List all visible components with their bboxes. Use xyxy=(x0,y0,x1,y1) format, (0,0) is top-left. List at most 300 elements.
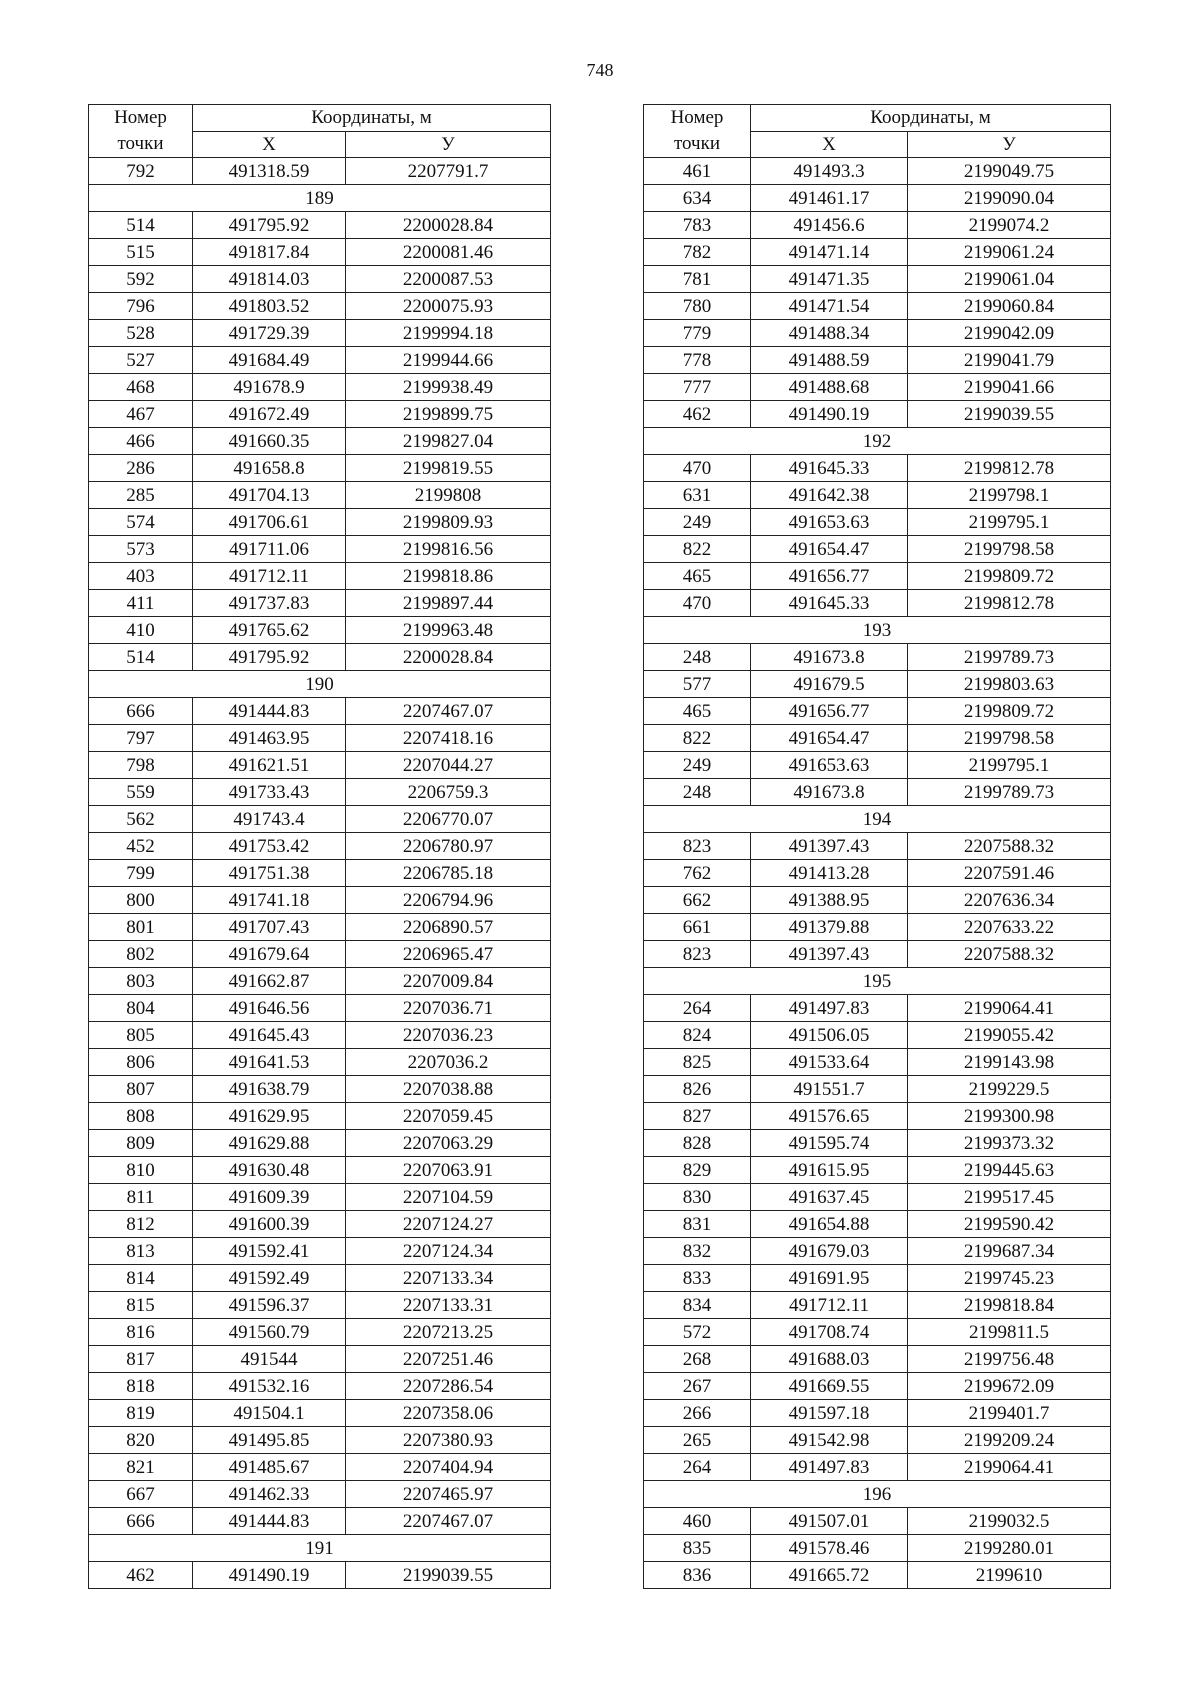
x-coordinate-cell: 491803.52 xyxy=(193,293,346,320)
x-coordinate-cell: 491471.35 xyxy=(751,266,908,293)
y-coordinate-cell: 2206794.96 xyxy=(346,887,551,914)
point-number-cell: 822 xyxy=(644,536,751,563)
x-coordinate-cell: 491656.77 xyxy=(751,698,908,725)
coordinates-table-right xyxy=(643,104,1111,1589)
table-row xyxy=(644,536,1111,563)
x-coordinate-cell: 491678.9 xyxy=(193,374,346,401)
point-number-cell: 814 xyxy=(89,1265,193,1292)
point-number-cell: 817 xyxy=(89,1346,193,1373)
x-coordinate-cell: 491708.74 xyxy=(751,1319,908,1346)
y-coordinate-cell: 2199300.98 xyxy=(908,1103,1111,1130)
x-coordinate-cell: 491490.19 xyxy=(751,401,908,428)
x-coordinate-cell: 491544 xyxy=(193,1346,346,1373)
y-coordinate-cell: 2199672.09 xyxy=(908,1373,1111,1400)
x-coordinate-cell: 491597.18 xyxy=(751,1400,908,1427)
group-number: 195 xyxy=(644,968,1111,995)
point-number-cell: 831 xyxy=(644,1211,751,1238)
x-coordinate-cell: 491379.88 xyxy=(751,914,908,941)
point-number-cell: 796 xyxy=(89,293,193,320)
header-coordinates: Координаты, м xyxy=(193,105,551,132)
point-number-cell: 466 xyxy=(89,428,193,455)
y-coordinate-cell: 2199789.73 xyxy=(908,779,1111,806)
y-coordinate-cell: 2199061.24 xyxy=(908,239,1111,266)
table-row xyxy=(89,455,551,482)
point-number-cell: 799 xyxy=(89,860,193,887)
x-coordinate-cell: 491795.92 xyxy=(193,212,346,239)
page-number: 748 xyxy=(586,60,614,80)
table-row xyxy=(89,887,551,914)
y-coordinate-cell: 2199039.55 xyxy=(908,401,1111,428)
point-number-cell: 527 xyxy=(89,347,193,374)
table-row xyxy=(644,590,1111,617)
x-coordinate-cell: 491578.46 xyxy=(751,1535,908,1562)
header-coordinates: Координаты, м xyxy=(751,105,1111,132)
x-coordinate-cell: 491665.72 xyxy=(751,1562,908,1589)
x-coordinate-cell: 491560.79 xyxy=(193,1319,346,1346)
point-number-cell: 804 xyxy=(89,995,193,1022)
y-coordinate-cell: 2200028.84 xyxy=(346,644,551,671)
y-coordinate-cell: 2199798.58 xyxy=(908,536,1111,563)
point-number-cell: 460 xyxy=(644,1508,751,1535)
point-number-cell: 812 xyxy=(89,1211,193,1238)
point-number-cell: 803 xyxy=(89,968,193,995)
table-row xyxy=(644,1508,1111,1535)
table-row xyxy=(89,725,551,752)
table-row xyxy=(644,320,1111,347)
y-coordinate-cell: 2207104.59 xyxy=(346,1184,551,1211)
group-number: 194 xyxy=(644,806,1111,833)
table-row xyxy=(644,887,1111,914)
x-coordinate-cell: 491592.41 xyxy=(193,1238,346,1265)
x-coordinate-cell: 491495.85 xyxy=(193,1427,346,1454)
point-number-cell: 574 xyxy=(89,509,193,536)
y-coordinate-cell: 2207251.46 xyxy=(346,1346,551,1373)
group-row xyxy=(644,806,1111,833)
y-coordinate-cell: 2199143.98 xyxy=(908,1049,1111,1076)
point-number-cell: 592 xyxy=(89,266,193,293)
point-number-cell: 818 xyxy=(89,1373,193,1400)
group-row xyxy=(89,1535,551,1562)
x-coordinate-cell: 491497.83 xyxy=(751,1454,908,1481)
y-coordinate-cell: 2199938.49 xyxy=(346,374,551,401)
x-coordinate-cell: 491609.39 xyxy=(193,1184,346,1211)
table-row xyxy=(89,752,551,779)
table-row xyxy=(644,1049,1111,1076)
x-coordinate-cell: 491658.8 xyxy=(193,455,346,482)
y-coordinate-cell: 2199812.78 xyxy=(908,590,1111,617)
x-coordinate-cell: 491660.35 xyxy=(193,428,346,455)
table-row xyxy=(644,1319,1111,1346)
table-row xyxy=(644,860,1111,887)
point-number-cell: 461 xyxy=(644,158,751,185)
y-coordinate-cell: 2207063.91 xyxy=(346,1157,551,1184)
y-coordinate-cell: 2207791.7 xyxy=(346,158,551,185)
point-number-cell: 781 xyxy=(644,266,751,293)
point-number-cell: 515 xyxy=(89,239,193,266)
point-number-cell: 666 xyxy=(89,1508,193,1535)
point-number-cell: 826 xyxy=(644,1076,751,1103)
x-coordinate-cell: 491751.38 xyxy=(193,860,346,887)
table-row xyxy=(644,1238,1111,1265)
point-number-cell: 825 xyxy=(644,1049,751,1076)
table-row xyxy=(644,1130,1111,1157)
point-number-cell: 798 xyxy=(89,752,193,779)
y-coordinate-cell: 2206770.07 xyxy=(346,806,551,833)
table-row xyxy=(89,536,551,563)
y-coordinate-cell: 2199590.42 xyxy=(908,1211,1111,1238)
table-row xyxy=(644,374,1111,401)
x-coordinate-cell: 491397.43 xyxy=(751,941,908,968)
x-coordinate-cell: 491795.92 xyxy=(193,644,346,671)
point-number-cell: 661 xyxy=(644,914,751,941)
y-coordinate-cell: 2207036.23 xyxy=(346,1022,551,1049)
y-coordinate-cell: 2207633.22 xyxy=(908,914,1111,941)
point-number-cell: 801 xyxy=(89,914,193,941)
x-coordinate-cell: 491673.8 xyxy=(751,644,908,671)
table-row xyxy=(644,671,1111,698)
y-coordinate-cell: 2207358.06 xyxy=(346,1400,551,1427)
table-row xyxy=(89,1211,551,1238)
x-coordinate-cell: 491691.95 xyxy=(751,1265,908,1292)
y-coordinate-cell: 2199756.48 xyxy=(908,1346,1111,1373)
x-coordinate-cell: 491814.03 xyxy=(193,266,346,293)
table-row xyxy=(89,1103,551,1130)
y-coordinate-cell: 2207036.2 xyxy=(346,1049,551,1076)
x-coordinate-cell: 491621.51 xyxy=(193,752,346,779)
point-number-cell: 562 xyxy=(89,806,193,833)
y-coordinate-cell: 2207124.27 xyxy=(346,1211,551,1238)
y-coordinate-cell: 2199209.24 xyxy=(908,1427,1111,1454)
table-row xyxy=(89,698,551,725)
group-row xyxy=(89,185,551,212)
y-coordinate-cell: 2199944.66 xyxy=(346,347,551,374)
y-coordinate-cell: 2207467.07 xyxy=(346,1508,551,1535)
y-coordinate-cell: 2199963.48 xyxy=(346,617,551,644)
y-coordinate-cell: 2199808 xyxy=(346,482,551,509)
y-coordinate-cell: 2199074.2 xyxy=(908,212,1111,239)
table-row xyxy=(644,1427,1111,1454)
table-row xyxy=(89,1076,551,1103)
y-coordinate-cell: 2199798.58 xyxy=(908,725,1111,752)
group-row xyxy=(644,968,1111,995)
x-coordinate-cell: 491595.74 xyxy=(751,1130,908,1157)
x-coordinate-cell: 491533.64 xyxy=(751,1049,908,1076)
y-coordinate-cell: 2199795.1 xyxy=(908,752,1111,779)
x-coordinate-cell: 491654.47 xyxy=(751,725,908,752)
y-coordinate-cell: 2207380.93 xyxy=(346,1427,551,1454)
point-number-cell: 810 xyxy=(89,1157,193,1184)
x-coordinate-cell: 491497.83 xyxy=(751,995,908,1022)
x-coordinate-cell: 491471.54 xyxy=(751,293,908,320)
table-row xyxy=(89,1319,551,1346)
group-number: 191 xyxy=(89,1535,551,1562)
point-number-cell: 830 xyxy=(644,1184,751,1211)
table-row xyxy=(644,1157,1111,1184)
point-number-cell: 813 xyxy=(89,1238,193,1265)
y-coordinate-cell: 2199812.78 xyxy=(908,455,1111,482)
group-number: 196 xyxy=(644,1481,1111,1508)
y-coordinate-cell: 2199687.34 xyxy=(908,1238,1111,1265)
y-coordinate-cell: 2207059.45 xyxy=(346,1103,551,1130)
x-coordinate-cell: 491488.68 xyxy=(751,374,908,401)
y-coordinate-cell: 2199445.63 xyxy=(908,1157,1111,1184)
point-number-cell: 249 xyxy=(644,509,751,536)
table-row xyxy=(644,239,1111,266)
x-coordinate-cell: 491817.84 xyxy=(193,239,346,266)
point-number-cell: 267 xyxy=(644,1373,751,1400)
table-row xyxy=(644,1535,1111,1562)
point-number-cell: 832 xyxy=(644,1238,751,1265)
x-coordinate-cell: 491679.5 xyxy=(751,671,908,698)
y-coordinate-cell: 2207404.94 xyxy=(346,1454,551,1481)
x-coordinate-cell: 491733.43 xyxy=(193,779,346,806)
point-number-cell: 248 xyxy=(644,644,751,671)
table-row xyxy=(89,347,551,374)
table-row xyxy=(89,995,551,1022)
x-coordinate-cell: 491388.95 xyxy=(751,887,908,914)
x-coordinate-cell: 491654.47 xyxy=(751,536,908,563)
table-row xyxy=(89,1265,551,1292)
table-row xyxy=(644,563,1111,590)
table-row xyxy=(644,1346,1111,1373)
point-number-cell: 782 xyxy=(644,239,751,266)
y-coordinate-cell: 2199373.32 xyxy=(908,1130,1111,1157)
x-coordinate-cell: 491318.59 xyxy=(193,158,346,185)
point-number-cell: 634 xyxy=(644,185,751,212)
table-row xyxy=(89,1157,551,1184)
table-row xyxy=(644,914,1111,941)
point-number-cell: 403 xyxy=(89,563,193,590)
x-coordinate-cell: 491551.7 xyxy=(751,1076,908,1103)
point-number-cell: 820 xyxy=(89,1427,193,1454)
y-coordinate-cell: 2200081.46 xyxy=(346,239,551,266)
y-coordinate-cell: 2199049.75 xyxy=(908,158,1111,185)
x-coordinate-cell: 491444.83 xyxy=(193,698,346,725)
x-coordinate-cell: 491592.49 xyxy=(193,1265,346,1292)
x-coordinate-cell: 491397.43 xyxy=(751,833,908,860)
point-number-cell: 467 xyxy=(89,401,193,428)
y-coordinate-cell: 2199818.84 xyxy=(908,1292,1111,1319)
table-row xyxy=(89,1346,551,1373)
y-coordinate-cell: 2199229.5 xyxy=(908,1076,1111,1103)
y-coordinate-cell: 2199809.72 xyxy=(908,698,1111,725)
point-number-cell: 265 xyxy=(644,1427,751,1454)
x-coordinate-cell: 491765.62 xyxy=(193,617,346,644)
table-row xyxy=(644,1454,1111,1481)
point-number-cell: 285 xyxy=(89,482,193,509)
y-coordinate-cell: 2199032.5 xyxy=(908,1508,1111,1535)
point-number-cell: 573 xyxy=(89,536,193,563)
table-row xyxy=(644,1103,1111,1130)
table-row xyxy=(644,833,1111,860)
x-coordinate-cell: 491653.63 xyxy=(751,752,908,779)
y-coordinate-cell: 2206965.47 xyxy=(346,941,551,968)
x-coordinate-cell: 491641.53 xyxy=(193,1049,346,1076)
point-number-cell: 780 xyxy=(644,293,751,320)
table-row xyxy=(89,644,551,671)
y-coordinate-cell: 2199280.01 xyxy=(908,1535,1111,1562)
table-row xyxy=(89,1130,551,1157)
x-coordinate-cell: 491542.98 xyxy=(751,1427,908,1454)
group-number: 190 xyxy=(89,671,551,698)
table-row xyxy=(89,806,551,833)
group-row xyxy=(644,1481,1111,1508)
x-coordinate-cell: 491672.49 xyxy=(193,401,346,428)
x-coordinate-cell: 491490.19 xyxy=(193,1562,346,1589)
y-coordinate-cell: 2199064.41 xyxy=(908,995,1111,1022)
point-number-cell: 834 xyxy=(644,1292,751,1319)
point-number-cell: 827 xyxy=(644,1103,751,1130)
x-coordinate-cell: 491712.11 xyxy=(193,563,346,590)
point-number-cell: 452 xyxy=(89,833,193,860)
group-row xyxy=(89,671,551,698)
y-coordinate-cell: 2207063.29 xyxy=(346,1130,551,1157)
y-coordinate-cell: 2207133.31 xyxy=(346,1292,551,1319)
x-coordinate-cell: 491741.18 xyxy=(193,887,346,914)
y-coordinate-cell: 2199039.55 xyxy=(346,1562,551,1589)
y-coordinate-cell: 2207133.34 xyxy=(346,1265,551,1292)
y-coordinate-cell: 2207124.34 xyxy=(346,1238,551,1265)
table-row xyxy=(89,860,551,887)
table-row xyxy=(644,293,1111,320)
y-coordinate-cell: 2206759.3 xyxy=(346,779,551,806)
y-coordinate-cell: 2207044.27 xyxy=(346,752,551,779)
table-row xyxy=(89,320,551,347)
table-row xyxy=(89,590,551,617)
y-coordinate-cell: 2199816.56 xyxy=(346,536,551,563)
point-number-cell: 410 xyxy=(89,617,193,644)
y-coordinate-cell: 2207286.54 xyxy=(346,1373,551,1400)
y-coordinate-cell: 2207418.16 xyxy=(346,725,551,752)
y-coordinate-cell: 2199789.73 xyxy=(908,644,1111,671)
point-number-cell: 667 xyxy=(89,1481,193,1508)
x-coordinate-cell: 491707.43 xyxy=(193,914,346,941)
point-number-cell: 797 xyxy=(89,725,193,752)
y-coordinate-cell: 2200075.93 xyxy=(346,293,551,320)
x-coordinate-cell: 491653.63 xyxy=(751,509,908,536)
y-coordinate-cell: 2207591.46 xyxy=(908,860,1111,887)
point-number-cell: 779 xyxy=(644,320,751,347)
header-y: У xyxy=(346,131,551,158)
table-row xyxy=(89,1238,551,1265)
x-coordinate-cell: 491488.34 xyxy=(751,320,908,347)
x-coordinate-cell: 491504.1 xyxy=(193,1400,346,1427)
point-number-cell: 762 xyxy=(644,860,751,887)
y-coordinate-cell: 2199517.45 xyxy=(908,1184,1111,1211)
x-coordinate-cell: 491471.14 xyxy=(751,239,908,266)
x-coordinate-cell: 491645.43 xyxy=(193,1022,346,1049)
table-row xyxy=(644,1373,1111,1400)
table-row xyxy=(89,1400,551,1427)
point-number-cell: 462 xyxy=(644,401,751,428)
x-coordinate-cell: 491462.33 xyxy=(193,1481,346,1508)
table-row xyxy=(644,698,1111,725)
point-number-cell: 822 xyxy=(644,725,751,752)
table-row xyxy=(644,347,1111,374)
x-coordinate-cell: 491654.88 xyxy=(751,1211,908,1238)
point-number-cell: 514 xyxy=(89,644,193,671)
point-number-cell: 783 xyxy=(644,212,751,239)
table-row xyxy=(644,509,1111,536)
y-coordinate-cell: 2207036.71 xyxy=(346,995,551,1022)
point-number-cell: 833 xyxy=(644,1265,751,1292)
x-coordinate-cell: 491629.88 xyxy=(193,1130,346,1157)
table-row xyxy=(89,1427,551,1454)
table-row xyxy=(644,158,1111,185)
table-row xyxy=(89,914,551,941)
point-number-cell: 411 xyxy=(89,590,193,617)
table-row xyxy=(644,779,1111,806)
y-coordinate-cell: 2199809.72 xyxy=(908,563,1111,590)
y-coordinate-cell: 2199819.55 xyxy=(346,455,551,482)
group-row xyxy=(644,617,1111,644)
table-row xyxy=(89,428,551,455)
table-row xyxy=(644,1184,1111,1211)
table-row xyxy=(89,617,551,644)
y-coordinate-cell: 2200087.53 xyxy=(346,266,551,293)
table-row xyxy=(644,1562,1111,1589)
point-number-cell: 577 xyxy=(644,671,751,698)
x-coordinate-cell: 491729.39 xyxy=(193,320,346,347)
table-row xyxy=(644,995,1111,1022)
x-coordinate-cell: 491662.87 xyxy=(193,968,346,995)
x-coordinate-cell: 491615.95 xyxy=(751,1157,908,1184)
point-number-cell: 465 xyxy=(644,698,751,725)
point-number-cell: 829 xyxy=(644,1157,751,1184)
y-coordinate-cell: 2207009.84 xyxy=(346,968,551,995)
point-number-cell: 815 xyxy=(89,1292,193,1319)
table-row xyxy=(644,1400,1111,1427)
point-number-cell: 249 xyxy=(644,752,751,779)
point-number-cell: 778 xyxy=(644,347,751,374)
point-number-cell: 462 xyxy=(89,1562,193,1589)
y-coordinate-cell: 2207588.32 xyxy=(908,833,1111,860)
point-number-cell: 809 xyxy=(89,1130,193,1157)
y-coordinate-cell: 2199809.93 xyxy=(346,509,551,536)
x-coordinate-cell: 491684.49 xyxy=(193,347,346,374)
header-point-number: Номер точки xyxy=(644,105,751,158)
y-coordinate-cell: 2199827.04 xyxy=(346,428,551,455)
table-row xyxy=(644,455,1111,482)
table-row xyxy=(89,1481,551,1508)
table-row xyxy=(89,779,551,806)
y-coordinate-cell: 2199041.79 xyxy=(908,347,1111,374)
table-row xyxy=(89,833,551,860)
table-row xyxy=(89,212,551,239)
x-coordinate-cell: 491642.38 xyxy=(751,482,908,509)
x-coordinate-cell: 491646.56 xyxy=(193,995,346,1022)
y-coordinate-cell: 2199055.42 xyxy=(908,1022,1111,1049)
y-coordinate-cell: 2206890.57 xyxy=(346,914,551,941)
point-number-cell: 465 xyxy=(644,563,751,590)
table-row xyxy=(644,212,1111,239)
y-coordinate-cell: 2199818.86 xyxy=(346,563,551,590)
y-coordinate-cell: 2206785.18 xyxy=(346,860,551,887)
table-row xyxy=(89,239,551,266)
point-number-cell: 802 xyxy=(89,941,193,968)
y-coordinate-cell: 2199994.18 xyxy=(346,320,551,347)
point-number-cell: 824 xyxy=(644,1022,751,1049)
table-row xyxy=(644,1292,1111,1319)
x-coordinate-cell: 491679.64 xyxy=(193,941,346,968)
y-coordinate-cell: 2199061.04 xyxy=(908,266,1111,293)
point-number-cell: 470 xyxy=(644,455,751,482)
x-coordinate-cell: 491630.48 xyxy=(193,1157,346,1184)
x-coordinate-cell: 491629.95 xyxy=(193,1103,346,1130)
point-number-cell: 572 xyxy=(644,1319,751,1346)
y-coordinate-cell: 2207213.25 xyxy=(346,1319,551,1346)
y-coordinate-cell: 2207038.88 xyxy=(346,1076,551,1103)
